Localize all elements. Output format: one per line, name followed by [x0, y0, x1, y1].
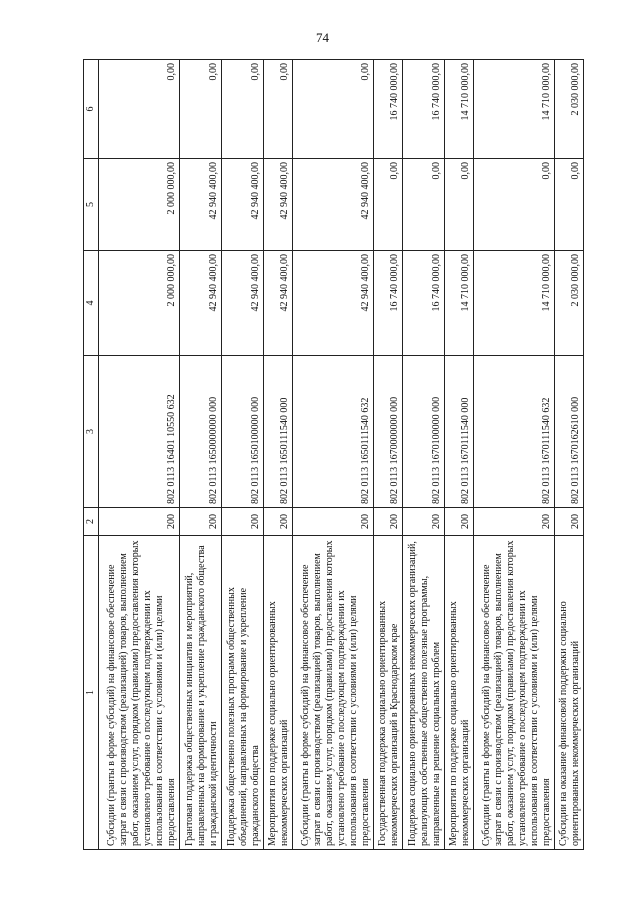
budget-classification-code: 802 0113 16401 10550 632: [99, 356, 180, 508]
table-row: [99, 60, 180, 850]
table-row: [554, 60, 583, 850]
row-description: Грантовая поддержка общественных инициатив и мероприятий, направленных на формирование и укрепление гражданского общества и гражданской идентичности: [179, 536, 221, 850]
table-header-row: [84, 60, 99, 850]
amount-column-4: 2 000 000,00: [99, 251, 180, 356]
amount-column-6: 0,00: [179, 60, 221, 159]
budget-classification-code: 802 0113 1650111540 000: [263, 356, 292, 508]
budget-classification-code: 802 0113 1650000000 000: [179, 356, 221, 508]
table-row: [373, 60, 402, 850]
table-row: [292, 60, 373, 850]
budget-classification-code: 802 0113 1670162610 000: [554, 356, 583, 508]
table-row: [263, 60, 292, 850]
table-body: [99, 60, 584, 850]
amount-column-6: 2 030 000,00: [554, 60, 583, 159]
amount-column-4: 14 710 000,00: [474, 251, 555, 356]
amount-column-5: 0,00: [373, 159, 402, 251]
row-column-2: 200: [263, 508, 292, 536]
amount-column-4: 42 940 400,00: [292, 251, 373, 356]
row-description: Мероприятия по поддержке социально ориентированных некоммерческих организаций: [263, 536, 292, 850]
row-column-2: 200: [554, 508, 583, 536]
row-column-2: 200: [179, 508, 221, 536]
amount-column-6: 16 740 000,00: [402, 60, 444, 159]
amount-column-5: 42 940 400,00: [292, 159, 373, 251]
table-row: [402, 60, 444, 850]
table-row: [221, 60, 263, 850]
amount-column-4: 14 710 000,00: [444, 251, 473, 356]
amount-column-6: 0,00: [99, 60, 180, 159]
row-description: Субсидии (гранты в форме субсидий) на финансовое обеспечение затрат в связи с производством (реализацией) товаров, выполнением работ, оказанием услуг, порядком (правилами) предоставления которых установлено требование о последующем подтверждении их использования в соответствии с условиями и (или) целями предоставления: [99, 536, 180, 850]
column-header: 2: [84, 508, 99, 536]
amount-column-6: 0,00: [292, 60, 373, 159]
amount-column-6: 0,00: [263, 60, 292, 159]
amount-column-5: 42 940 400,00: [179, 159, 221, 251]
amount-column-6: 14 710 000,00: [444, 60, 473, 159]
row-column-2: 200: [221, 508, 263, 536]
amount-column-4: 42 940 400,00: [221, 251, 263, 356]
row-description: Мероприятия по поддержке социально ориентированных некоммерческих организаций: [444, 536, 473, 850]
amount-column-6: 16 740 000,00: [373, 60, 402, 159]
row-column-2: 200: [444, 508, 473, 536]
budget-classification-code: 802 0113 1670111540 000: [444, 356, 473, 508]
budget-classification-code: 802 0113 1670000000 000: [373, 356, 402, 508]
table-row: [474, 60, 555, 850]
budget-classification-code: 802 0113 1650111540 632: [292, 356, 373, 508]
budget-table-rotated: [83, 60, 584, 850]
column-header: 4: [84, 251, 99, 356]
budget-classification-code: 802 0113 1670111540 632: [474, 356, 555, 508]
amount-column-5: 0,00: [444, 159, 473, 251]
column-header: 6: [84, 60, 99, 159]
row-column-2: 200: [402, 508, 444, 536]
amount-column-5: 2 000 000,00: [99, 159, 180, 251]
amount-column-4: 16 740 000,00: [402, 251, 444, 356]
row-column-2: 200: [292, 508, 373, 536]
amount-column-5: 42 940 400,00: [263, 159, 292, 251]
budget-classification-code: 802 0113 1670100000 000: [402, 356, 444, 508]
amount-column-4: 16 740 000,00: [373, 251, 402, 356]
amount-column-5: 42 940 400,00: [221, 159, 263, 251]
table-row: [444, 60, 473, 850]
amount-column-4: 2 030 000,00: [554, 251, 583, 356]
row-column-2: 200: [99, 508, 180, 536]
budget-table: [83, 59, 584, 850]
row-description: Поддержка социально ориентированных некоммерческих организаций, реализующих собственные общественно полезные программы, направленные на решение социальных проблем: [402, 536, 444, 850]
amount-column-4: 42 940 400,00: [263, 251, 292, 356]
column-header: 5: [84, 159, 99, 251]
row-description: Субсидии (гранты в форме субсидий) на финансовое обеспечение затрат в связи с производством (реализацией) товаров, выполнением работ, оказанием услуг, порядком (правилами) предоставления которых установлено требование о последующем подтверждении их использования в соответствии с условиями и (или) целями предоставления: [474, 536, 555, 850]
row-description: Государственная поддержка социально ориентированных некоммерческих организаций в Краснодарском крае: [373, 536, 402, 850]
amount-column-4: 42 940 400,00: [179, 251, 221, 356]
column-header: 1: [84, 536, 99, 850]
amount-column-5: 0,00: [402, 159, 444, 251]
page-number: 74: [316, 30, 329, 45]
row-column-2: 200: [373, 508, 402, 536]
row-column-2: 200: [474, 508, 555, 536]
amount-column-6: 14 710 000,00: [474, 60, 555, 159]
amount-column-6: 0,00: [221, 60, 263, 159]
table-row: [179, 60, 221, 850]
row-description: Поддержка общественно полезных программ общественных объединений, направленных на формирование и укрепление гражданского общества: [221, 536, 263, 850]
column-header: 3: [84, 356, 99, 508]
row-description: Субсидии на оказание финансовой поддержки социально ориентированных некоммерческих организаций: [554, 536, 583, 850]
amount-column-5: 0,00: [554, 159, 583, 251]
row-description: Субсидии (гранты в форме субсидий) на финансовое обеспечение затрат в связи с производством (реализацией) товаров, выполнением работ, оказанием услуг, порядком (правилами) предоставления которых установлено требование о последующем подтверждении их использования в соответствии с условиями и (или) целями предоставления: [292, 536, 373, 850]
budget-classification-code: 802 0113 1650100000 000: [221, 356, 263, 508]
amount-column-5: 0,00: [474, 159, 555, 251]
